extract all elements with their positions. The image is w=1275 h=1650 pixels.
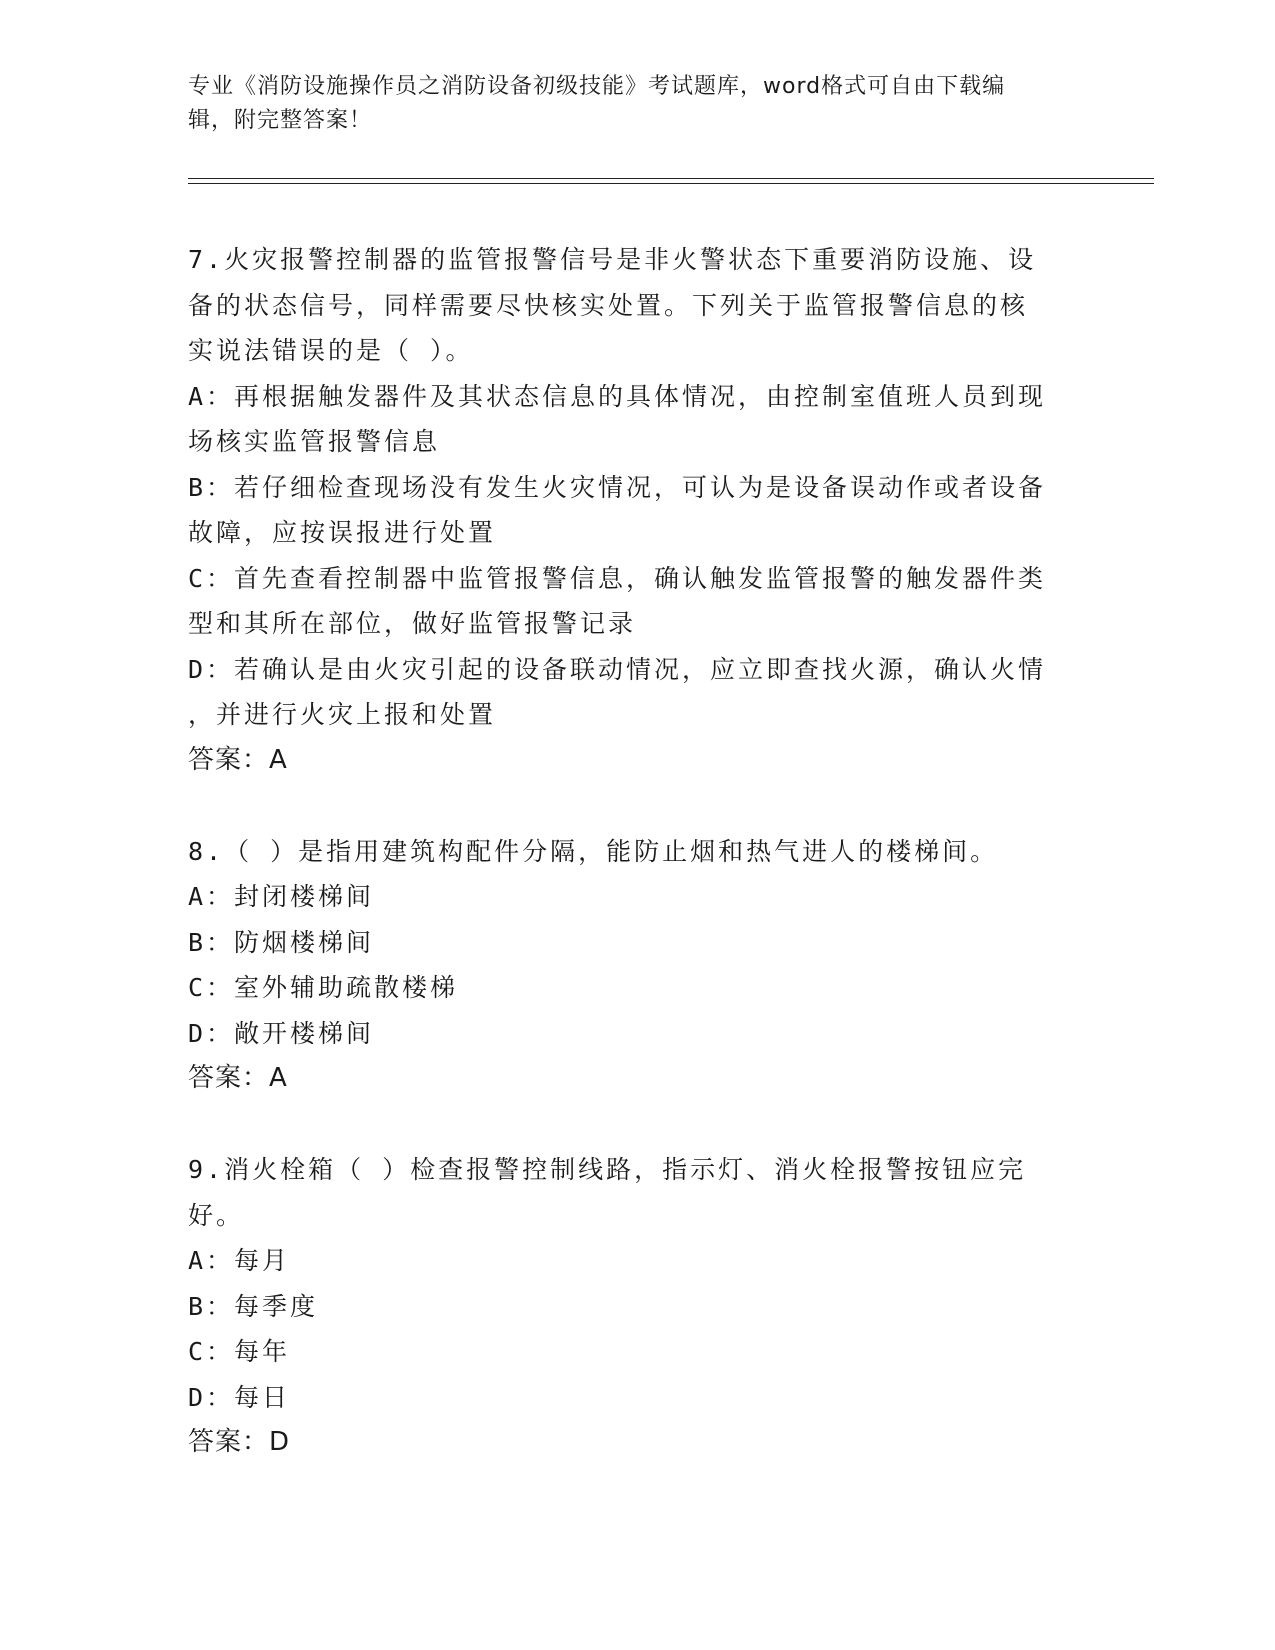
option-d: D：每日 — [188, 1382, 291, 1412]
header-divider-top — [188, 178, 1154, 179]
option-text-line: C：首先查看控制器中监管报警信息，确认触发监管报警的触发器件类 — [188, 563, 1047, 593]
option-c: C：每年 — [188, 1337, 291, 1366]
option-a — [188, 374, 1068, 465]
option-c: C：室外辅助疏散楼梯 — [188, 973, 459, 1002]
option-a: A：封闭楼梯间 — [188, 882, 375, 911]
option-text-line: A：再根据触发器件及其状态信息的具体情况，由控制室值班人员到现 — [188, 381, 1047, 411]
option-c — [188, 556, 1068, 647]
question-text-line: 好。 — [188, 1200, 245, 1230]
option-text-line: D：若确认是由火灾引起的设备联动情况，应立即查找火源，确认火情 — [188, 654, 1047, 684]
option-b: B：防烟楼梯间 — [188, 927, 375, 957]
question-text-line: 8.（ ）是指用建筑构配件分隔，能防止烟和热气进人的楼梯间。 — [188, 836, 999, 866]
question-9 — [188, 1147, 1068, 1466]
option-text-line: B：若仔细检查现场没有发生火灾情况，可认为是设备误动作或者设备 — [188, 472, 1047, 502]
question-text-line: 7.火灾报警控制器的监管报警信号是非火警状态下重要消防设施、设 — [188, 245, 1037, 274]
answer-label: 答案：A — [188, 1063, 288, 1093]
header-divider-bottom — [188, 183, 1154, 184]
option-a: A：每月 — [188, 1246, 291, 1275]
header-line-2: 辑，附完整答案！ — [188, 108, 373, 133]
option-text-line: 型和其所在部位，做好监管报警记录 — [188, 609, 637, 638]
header-line-1: 专业《消防设施操作员之消防设备初级技能》考试题库，word格式可自由下载编 — [188, 74, 1006, 99]
option-d: D：敞开楼梯间 — [188, 1018, 375, 1048]
option-b — [188, 465, 1068, 556]
question-8 — [188, 829, 1068, 1102]
answer-label: 答案：A — [188, 744, 288, 775]
document-header — [188, 70, 1068, 138]
answer-label: 答案：D — [188, 1427, 291, 1457]
option-text-line: ，并进行火灾上报和处置 — [188, 700, 497, 729]
option-d — [188, 647, 1068, 738]
option-b: B：每季度 — [188, 1291, 319, 1321]
question-7 — [188, 237, 1068, 783]
option-text-line: 故障，应按误报进行处置 — [188, 518, 497, 547]
question-spacer — [188, 1102, 1068, 1148]
question-list — [188, 237, 1068, 1466]
question-text-line: 备的状态信号，同样需要尽快核实处置。下列关于监管报警信息的核 — [188, 290, 1029, 320]
question-spacer — [188, 783, 1068, 829]
option-text-line: 场核实监管报警信息 — [188, 427, 441, 456]
question-text-line: 9.消火栓箱（ ）检查报警控制线路，指示灯、消火栓报警按钮应完 — [188, 1155, 1027, 1184]
question-text-line: 实说法错误的是（ ）。 — [188, 336, 474, 365]
